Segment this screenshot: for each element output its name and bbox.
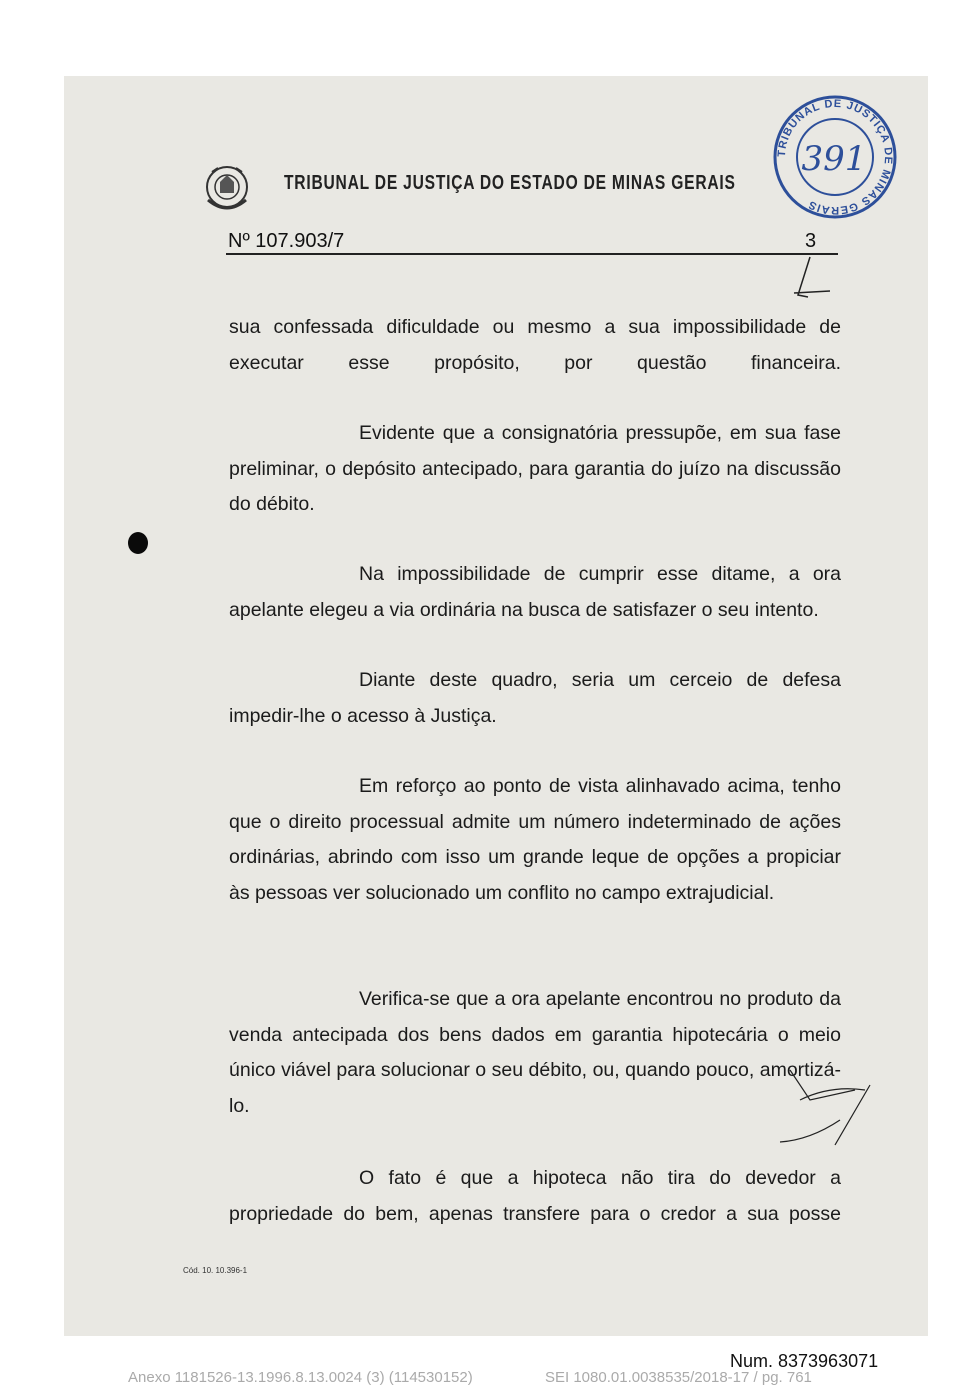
paragraph-2: Evidente que a consignatória pressupõe, em sua fase preliminar, o depósito antecipado, para garantia do juízo na discussão do débito. xyxy=(229,422,841,515)
punch-hole-mark xyxy=(128,532,148,554)
paragraph-1: sua confessada dificuldade ou mesmo a sua impossibilidade de executar esse propósito, por questão financeira. xyxy=(229,316,841,374)
handwritten-signature-icon xyxy=(770,1060,880,1150)
court-stamp xyxy=(770,92,900,222)
paragraph-5: Em reforço ao ponto de vista alinhavado acima, tenho que o direito processual admite um número indeterminado de ações ordinárias, abrindo com isso um grande leque de opções a propiciar às pessoas ver solucionado um conflito no campo extrajudicial. xyxy=(229,775,841,904)
stamp-number: 391 xyxy=(801,139,867,179)
document-number: Num. 8373963071 xyxy=(730,1351,879,1371)
form-code: Cód. 10. 10.396-1 xyxy=(183,1266,248,1275)
annex-reference: Anexo 1181526-13.1996.8.13.0024 (3) (114530152) xyxy=(128,1369,473,1386)
handwritten-initial-icon xyxy=(780,255,840,315)
paragraph-4: Diante deste quadro, seria um cerceio de defesa impedir-lhe o acesso à Justiça. xyxy=(229,669,841,727)
court-emblem-icon xyxy=(198,160,256,218)
paragraph-6: Verifica-se que a ora apelante encontrou no produto da venda antecipada dos bens dados em garantia hipotecária o meio único viável para solucionar o seu débito, ou, quando pouco, amortizá-lo. xyxy=(229,988,841,1117)
paragraph-7: O fato é que a hipoteca não tira do devedor a propriedade do bem, apenas transfere para o credor a sua posse xyxy=(229,1167,841,1225)
page-index: 3 xyxy=(805,230,817,252)
sei-reference: SEI 1080.01.0038535/2018-17 / pg. 761 xyxy=(545,1369,812,1386)
stamp-ring-text: TRIBUNAL DE JUSTIÇA DE MINAS GERAIS xyxy=(775,97,895,217)
paragraph-3: Na impossibilidade de cumprir esse ditame, a ora apelante elegeu a via ordinária na busca de satisfazer o seu intento. xyxy=(229,563,841,621)
header-divider xyxy=(226,253,838,255)
process-number: Nº 107.903/7 xyxy=(228,230,345,252)
court-title: TRIBUNAL DE JUSTIÇA DO ESTADO DE MINAS GERAIS xyxy=(284,172,736,194)
